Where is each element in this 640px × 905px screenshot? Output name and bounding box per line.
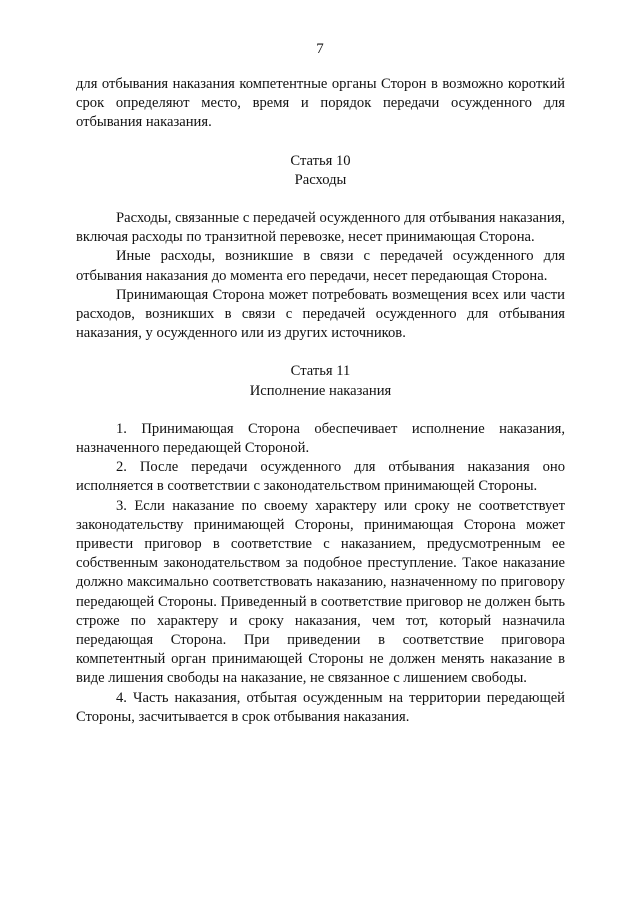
article-10-header (76, 152, 565, 190)
article-10-heading: Статья 10 (290, 152, 351, 169)
article-11-header (76, 362, 565, 400)
article-11-heading: Статья 11 (290, 363, 351, 380)
article-10-title: Расходы (294, 171, 347, 188)
article-11-paragraph-4: 4. Часть наказания, отбытая осужденным на территории передающей Стороны, засчитывается в срок отбывания наказания. (76, 689, 565, 725)
article-11-paragraph-3: 3. Если наказание по своему характеру или сроку не соответствует законодательству принимающей Стороны, принимающая Сторона может привести приговор в соответствие с наказанием, предусмотренным ее собственным законодательством за подобное преступление. Такое наказание должно максимально соответствовать наказанию, назначенному по приговору передающей Стороны. Приведенный в соответствие приговор не должен быть строже по характеру и сроку наказания, чем тот, который назначила передающая Сторона. При приведении в соответствие приговора компетентный орган принимающей Стороны не должен менять наказание в виде лишения свободы на наказание, не связанное с лишением свободы. (76, 497, 565, 687)
article-11-paragraph-2: 2. После передачи осужденного для отбывания наказания оно исполняется в соответствии с законодательством принимающей Стороны. (76, 459, 565, 495)
article-11-title: Исполнение наказания (249, 382, 392, 399)
article-10-paragraph-2: Иные расходы, возникшие в связи с передачей осужденного для отбывания наказания до момента его передачи, несет передающая Сторона. (76, 248, 565, 284)
intro-paragraph: для отбывания наказания компетентные органы Сторон в возможно короткий срок определяют место, время и порядок передачи осужденного для отбывания наказания. (76, 76, 565, 131)
article-11-paragraph-1: 1. Принимающая Сторона обеспечивает исполнение наказания, назначенного передающей Стороной. (76, 420, 565, 457)
page-number: 7 (316, 41, 324, 57)
article-10-paragraph-3: Принимающая Сторона может потребовать возмещения всех или части расходов, возникших в связи с передачей осужденного для отбывания наказания, у осужденного или из других источников. (76, 286, 565, 342)
document-body (76, 75, 565, 727)
article-10-paragraph-1: Расходы, связанные с передачей осужденного для отбывания наказания, включая расходы по транзитной перевозке, несет принимающая Сторона. (76, 210, 565, 246)
